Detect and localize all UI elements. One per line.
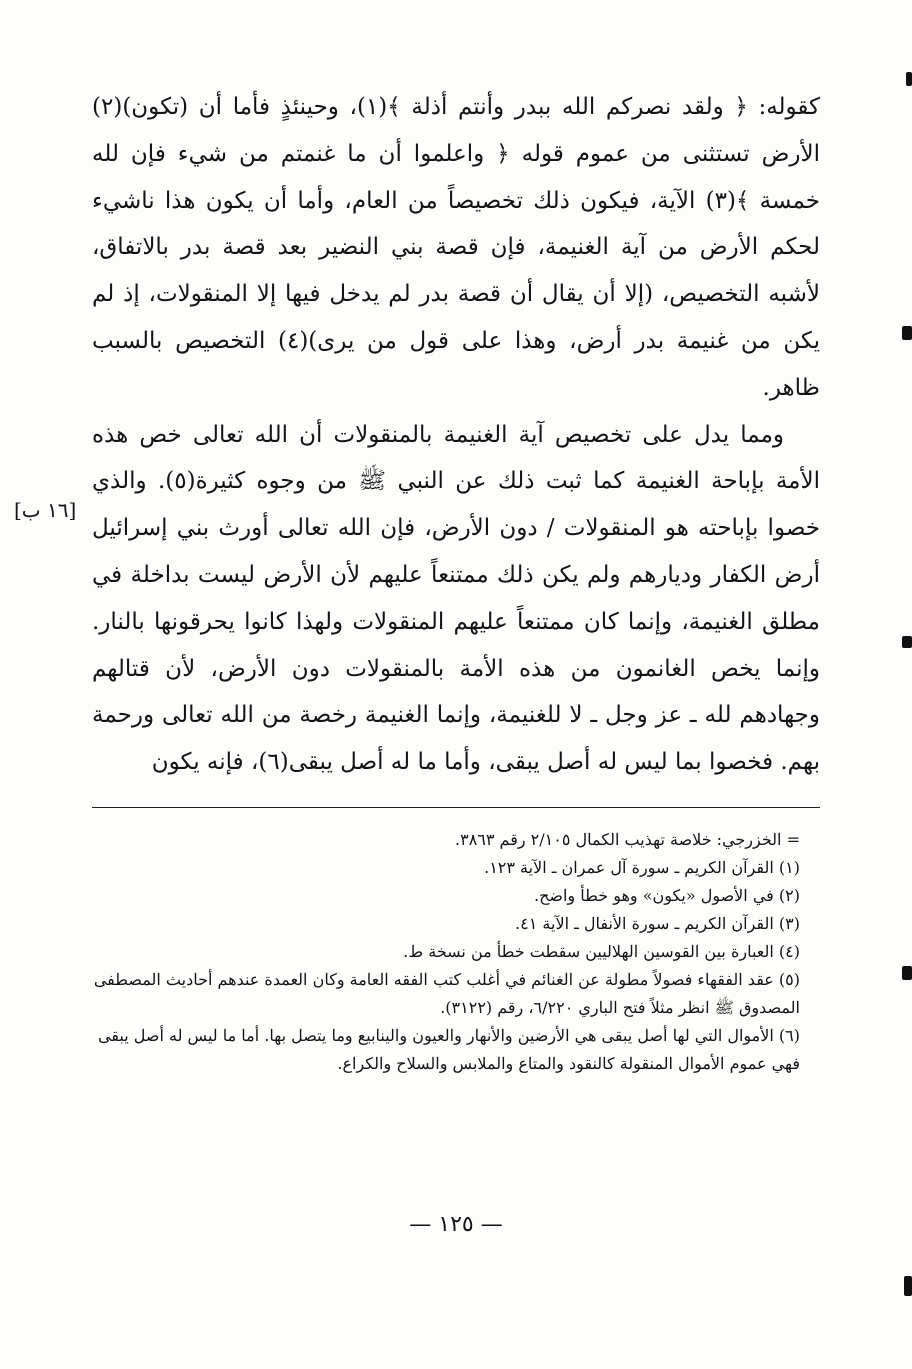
footnote-2: (٢) في الأصول «يكون» وهو خطأ واضح. [533, 886, 800, 905]
page-number: — ١٢٥ — [409, 1212, 503, 1237]
footnote-continuation: = الخزرجي: خلاصة تهذيب الكمال ٢/١٠٥ رقم ٣٨٦٣. [455, 830, 800, 849]
scan-edge-mark [902, 326, 912, 340]
footnote-divider [92, 807, 820, 808]
footnote-3: (٣) القرآن الكريم ـ سورة الأنفال ـ الآية ٤١. [515, 914, 800, 933]
footnotes [92, 826, 800, 1078]
scan-edge-mark [902, 966, 912, 980]
paragraph-1: كقوله: ﴿ ولقد نصركم الله ببدر وأنتم أذلة ﴾(١)، وحينئذٍ فأما أن (تكون)(٢) الأرض تستثنى من عموم قوله ﴿ واعلموا أن ما غنمتم من شيء فإن لله خمسة ﴾(٣) الآية، فيكون ذلك تخصيصاً من العام، وأما أن يكون هذا ناشيء لحكم الأرض من آية الغنيمة، فإن قصة بني النضير بعد قصة بدر بالاتفاق، لأشبه التخصيص، (إلا أن يقال أن قصة بدر لم يدخل فيها إلا المنقولات، إذ لم يكن من غنيمة بدر أرض، وهذا على قول من يرى)(٤) التخصيص بالسبب ظاهر. [92, 94, 821, 401]
manuscript-folio-marker: [١٦ ب] [14, 498, 77, 522]
footnote-1: (١) القرآن الكريم ـ سورة آل عمران ـ الآية ١٢٣. [484, 858, 800, 877]
footnote-4: (٤) العبارة بين القوسين الهلاليين سقطت خطأ من نسخة ط. [403, 942, 800, 961]
main-text [92, 84, 820, 786]
footnote-5: (٥) عقد الفقهاء فصولاً مطولة عن الغنائم في أغلب كتب الفقه العامة وكان العمدة عندهم أحاديث المصطفى المصدوق ﷺ انظر مثلاً فتح الباري ٦/٢٢٠، رقم (٣١٢٢). [93, 970, 800, 1017]
scan-edge-mark [906, 72, 912, 86]
scan-edge-mark [902, 636, 912, 648]
scan-edge-mark [904, 1276, 912, 1296]
footnote-6: (٦) الأموال التي لها أصل يبقى هي الأرضين والأنهار والعيون والينابيع وما يتصل بها. أما ما ليس له أصل يبقى فهي عموم الأموال المنقولة كالنقود والمتاع والملابس والسلاح والكراع. [97, 1026, 800, 1073]
paragraph-2: ومما يدل على تخصيص آية الغنيمة بالمنقولات أن الله تعالى خص هذه الأمة بإباحة الغنيمة كما ثبت ذلك عن النبي ﷺ من وجوه كثيرة(٥). والذي خصوا بإباحته هو المنقولات / دون الأرض، فإن الله تعالى أورث بني إسرائيل أرض الكفار وديارهم ولم يكن ذلك ممتنعاً عليهم لأن الأرض ليست بداخلة في مطلق الغنيمة، وإنما كان ممتنعاً عليهم المنقولات ولهذا كانوا يحرقونها بالنار. وإنما يخص الغانمون من هذه الأمة بالمنقولات دون الأرض، لأن قتالهم وجهادهم لله ـ عز وجل ـ لا للغنيمة، وإنما الغنيمة رخصة من الله تعالى ورحمة بهم. فخصوا بما ليس له أصل يبقى، وأما ما له أصل يبقى(٦)، فإنه يكون [92, 421, 820, 776]
